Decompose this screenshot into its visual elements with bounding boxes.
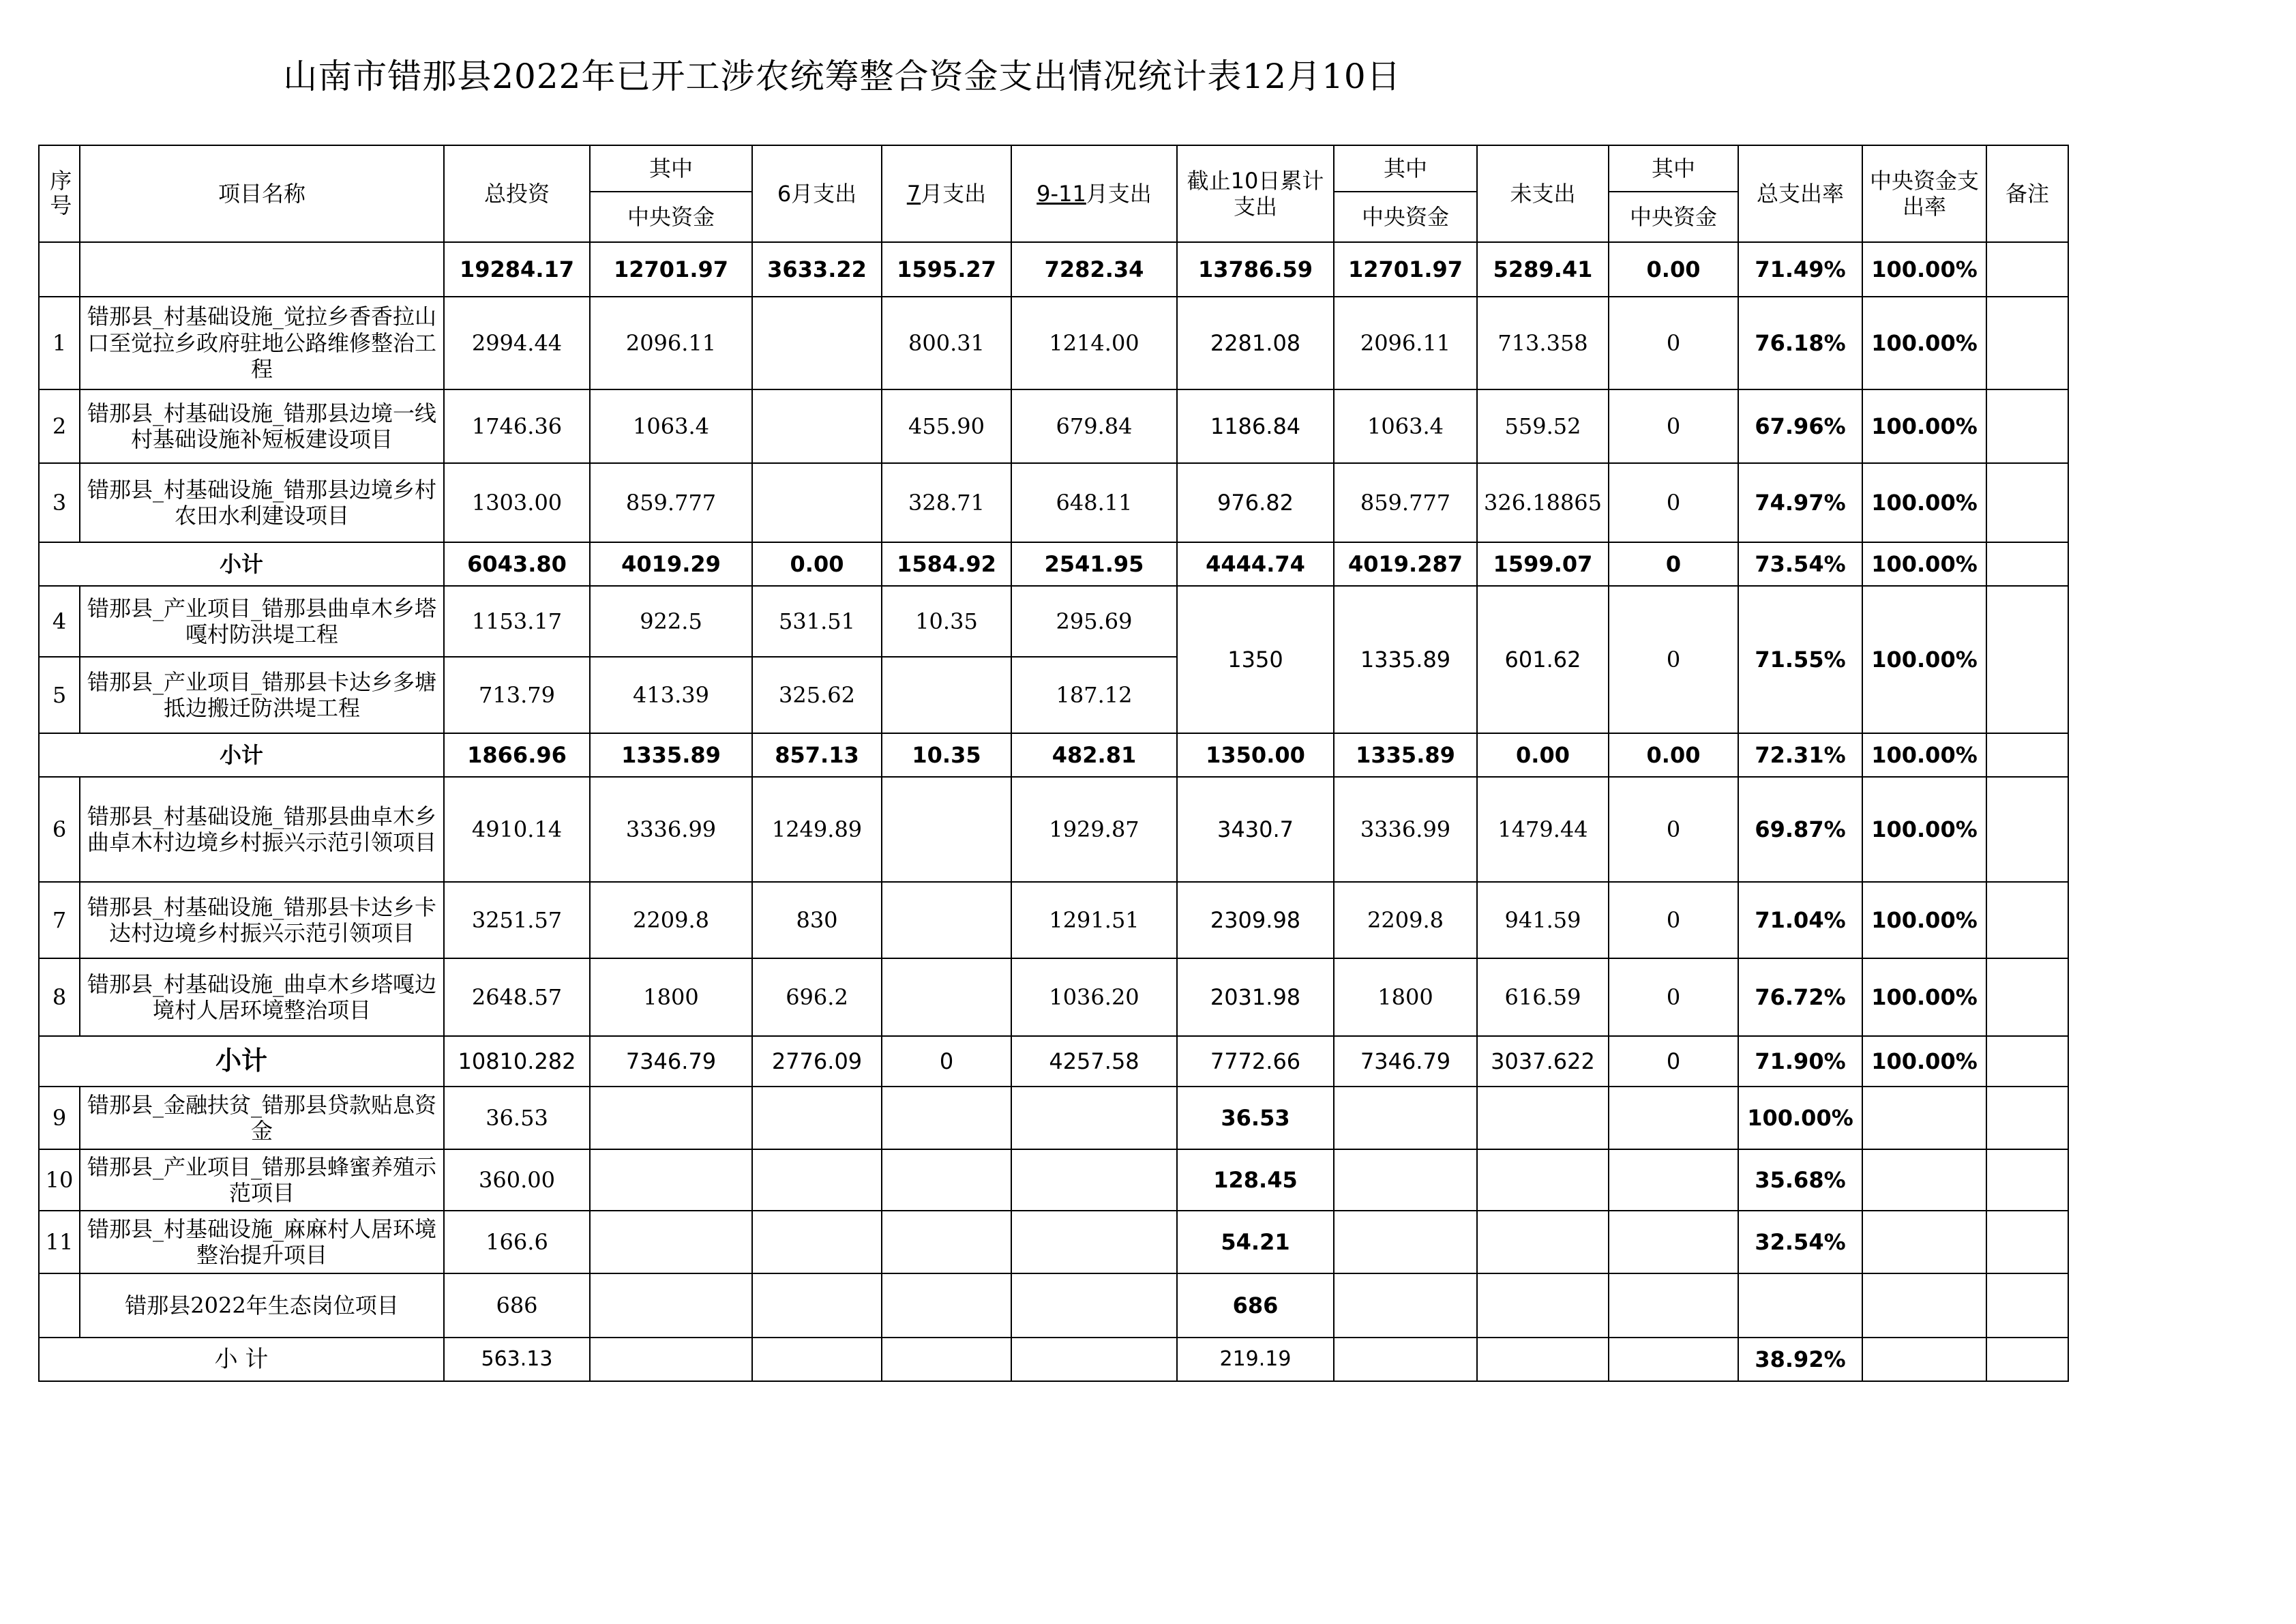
- row-seq: 5: [39, 657, 80, 733]
- row-central: [590, 1087, 752, 1149]
- subtotal-unspent: 0.00: [1477, 733, 1609, 777]
- row-unspent-central: [1609, 1149, 1738, 1211]
- subtotal-central: 1335.89: [590, 733, 752, 777]
- row-unspent: 713.358: [1477, 297, 1609, 389]
- row-project-name: 错那县_产业项目_错那县曲卓木乡塔嘎村防洪堤工程: [80, 586, 444, 657]
- row-jun: 1249.89: [752, 777, 882, 882]
- totals-cell: 12701.97: [1334, 242, 1477, 297]
- row-cum-central: [1334, 1211, 1477, 1273]
- row-sepnov: 679.84: [1011, 389, 1177, 463]
- subtotal-label: 小计: [39, 733, 444, 777]
- row-sepnov: 1291.51: [1011, 882, 1177, 958]
- row-cum: 2281.08: [1177, 297, 1334, 389]
- header-central-fund: 中央资金: [590, 192, 752, 242]
- row-cum: 2031.98: [1177, 958, 1334, 1036]
- row-project-name: 错那县_产业项目_错那县卡达乡多塘抵边搬迁防洪堤工程: [80, 657, 444, 733]
- row-central: 413.39: [590, 657, 752, 733]
- row-central: 1800: [590, 958, 752, 1036]
- row-project-name: 错那县_村基础设施_麻麻村人居环境整治提升项目: [80, 1211, 444, 1273]
- table-row: [39, 1087, 2068, 1149]
- row-rate: 100.00%: [1738, 1087, 1862, 1149]
- header-of-which: 其中: [590, 145, 752, 192]
- subtotal-jul: 0: [882, 1036, 1011, 1087]
- row-cum-central: 3336.99: [1334, 777, 1477, 882]
- row-unspent: [1477, 1149, 1609, 1211]
- row-seq: 7: [39, 882, 80, 958]
- header-central-fund-2: 中央资金: [1334, 192, 1477, 242]
- row-cum-central: [1334, 1149, 1477, 1211]
- row-project-name: 错那县_产业项目_错那县蜂蜜养殖示范项目: [80, 1149, 444, 1211]
- row-seq: 6: [39, 777, 80, 882]
- row-central: 859.777: [590, 463, 752, 542]
- row-cum-central: [1334, 1087, 1477, 1149]
- row-central-rate: 100.00%: [1862, 389, 1986, 463]
- row-project-name: 错那县_村基础设施_错那县卡达乡卡达村边境乡村振兴示范引领项目: [80, 882, 444, 958]
- row-rate: 69.87%: [1738, 777, 1862, 882]
- row-jul: [882, 1087, 1011, 1149]
- subtotal-remark: [1986, 733, 2068, 777]
- row-central-rate: 100.00%: [1862, 882, 1986, 958]
- row-invest: 2994.44: [444, 297, 590, 389]
- row-rate: 71.04%: [1738, 882, 1862, 958]
- row-cum-central: 859.777: [1334, 463, 1477, 542]
- row-jul: 10.35: [882, 586, 1011, 657]
- subtotal-jul: 10.35: [882, 733, 1011, 777]
- row-sepnov: [1011, 1211, 1177, 1273]
- row-remark: [1986, 958, 2068, 1036]
- row-sepnov: 295.69: [1011, 586, 1177, 657]
- subtotal-label: 小 计: [39, 1338, 444, 1381]
- header-remark: 备注: [1986, 145, 2068, 242]
- row-remark: [1986, 1087, 2068, 1149]
- row-jun: 830: [752, 882, 882, 958]
- row-cum: 128.45: [1177, 1149, 1334, 1211]
- subtotal-jun: 857.13: [752, 733, 882, 777]
- header-jul-spend: [882, 145, 1011, 242]
- subtotal-cum: 4444.74: [1177, 542, 1334, 586]
- subtotal-unspent-central: 0: [1609, 542, 1738, 586]
- subtotal-invest: 1866.96: [444, 733, 590, 777]
- row-rate: 74.97%: [1738, 463, 1862, 542]
- subtotal-invest: 563.13: [444, 1338, 590, 1381]
- row-remark: [1986, 1211, 2068, 1273]
- row-invest: 686: [444, 1273, 590, 1338]
- header-row-1: [39, 145, 2068, 192]
- row-invest: 166.6: [444, 1211, 590, 1273]
- row-cum: 1186.84: [1177, 389, 1334, 463]
- row-central: 2209.8: [590, 882, 752, 958]
- row-invest: 1153.17: [444, 586, 590, 657]
- row-remark: [1986, 389, 2068, 463]
- row-project-name: 错那县_村基础设施_错那县边境一线村基础设施补短板建设项目: [80, 389, 444, 463]
- row-remark: [1986, 882, 2068, 958]
- header-total-rate: 总支出率: [1738, 145, 1862, 242]
- row-central: [590, 1211, 752, 1273]
- table-row: [39, 389, 2068, 463]
- row-seq: 2: [39, 389, 80, 463]
- totals-cell: 5289.41: [1477, 242, 1609, 297]
- row-rate: 32.54%: [1738, 1211, 1862, 1273]
- header-sepnov-month: 9-11: [1037, 180, 1086, 207]
- row-sepnov: [1011, 1087, 1177, 1149]
- row-unspent: [1477, 1087, 1609, 1149]
- merged-rate: 71.55%: [1738, 586, 1862, 733]
- totals-blank: [1986, 242, 2068, 297]
- row-remark: [1986, 463, 2068, 542]
- subtotal-jun: 0.00: [752, 542, 882, 586]
- row-central: 922.5: [590, 586, 752, 657]
- row-jun: [752, 297, 882, 389]
- totals-cell: 1595.27: [882, 242, 1011, 297]
- subtotal-cum-central: 7346.79: [1334, 1036, 1477, 1087]
- row-rate: 35.68%: [1738, 1149, 1862, 1211]
- row-sepnov: [1011, 1149, 1177, 1211]
- subtotal-unspent: 1599.07: [1477, 542, 1609, 586]
- merged-remark: [1986, 586, 2068, 733]
- subtotal-central-rate: [1862, 1338, 1986, 1381]
- row-seq: 8: [39, 958, 80, 1036]
- subtotal-rate: 72.31%: [1738, 733, 1862, 777]
- row-invest: 2648.57: [444, 958, 590, 1036]
- row-unspent: 616.59: [1477, 958, 1609, 1036]
- row-invest: 36.53: [444, 1087, 590, 1149]
- subtotal-sepnov: 4257.58: [1011, 1036, 1177, 1087]
- row-unspent-central: 0: [1609, 777, 1738, 882]
- row-unspent-central: 0: [1609, 463, 1738, 542]
- subtotal-central: 4019.29: [590, 542, 752, 586]
- row-cum: 686: [1177, 1273, 1334, 1338]
- row-invest: 3251.57: [444, 882, 590, 958]
- row-invest: 4910.14: [444, 777, 590, 882]
- table-row: [39, 958, 2068, 1036]
- merged-unspent-central: 0: [1609, 586, 1738, 733]
- row-rate: 67.96%: [1738, 389, 1862, 463]
- row-central: [590, 1273, 752, 1338]
- subtotal-remark: [1986, 542, 2068, 586]
- subtotal-unspent-central: 0.00: [1609, 733, 1738, 777]
- subtotal-sepnov: 482.81: [1011, 733, 1177, 777]
- row-cum: 54.21: [1177, 1211, 1334, 1273]
- totals-blank: [39, 242, 80, 297]
- subtotal-rate: 38.92%: [1738, 1338, 1862, 1381]
- table-row: [39, 1273, 2068, 1338]
- merged-central-rate: 100.00%: [1862, 586, 1986, 733]
- row-unspent: 326.18865: [1477, 463, 1609, 542]
- subtotal-cum-central: 1335.89: [1334, 733, 1477, 777]
- table-row: [39, 1149, 2068, 1211]
- totals-row: [39, 242, 2068, 297]
- row-jun: [752, 463, 882, 542]
- totals-cell: 3633.22: [752, 242, 882, 297]
- totals-cell: 100.00%: [1862, 242, 1986, 297]
- row-central: [590, 1149, 752, 1211]
- totals-cell: 13786.59: [1177, 242, 1334, 297]
- row-seq: 9: [39, 1087, 80, 1149]
- row-project-name: 错那县_村基础设施_错那县曲卓木乡曲卓木村边境乡村振兴示范引领项目: [80, 777, 444, 882]
- totals-cell: 12701.97: [590, 242, 752, 297]
- row-unspent: 941.59: [1477, 882, 1609, 958]
- row-cum-central: 1063.4: [1334, 389, 1477, 463]
- row-jul: 455.90: [882, 389, 1011, 463]
- row-unspent: 1479.44: [1477, 777, 1609, 882]
- subtotal-unspent-central: [1609, 1338, 1738, 1381]
- table-row: [39, 882, 2068, 958]
- row-central-rate: [1862, 1211, 1986, 1273]
- row-central-rate: [1862, 1273, 1986, 1338]
- row-jul: [882, 1211, 1011, 1273]
- row-remark: [1986, 297, 2068, 389]
- subtotal-remark: [1986, 1036, 2068, 1087]
- row-cum-central: 2096.11: [1334, 297, 1477, 389]
- subtotal-cum: 1350.00: [1177, 733, 1334, 777]
- row-unspent-central: [1609, 1211, 1738, 1273]
- row-seq: 3: [39, 463, 80, 542]
- row-rate: 76.18%: [1738, 297, 1862, 389]
- row-cum-central: [1334, 1273, 1477, 1338]
- row-jun: [752, 1087, 882, 1149]
- row-jul: [882, 882, 1011, 958]
- row-jul: [882, 777, 1011, 882]
- row-invest: 1303.00: [444, 463, 590, 542]
- subtotal-remark: [1986, 1338, 2068, 1381]
- row-sepnov: [1011, 1273, 1177, 1338]
- header-name: 项目名称: [80, 145, 444, 242]
- row-invest: 360.00: [444, 1149, 590, 1211]
- header-total-invest: 总投资: [444, 145, 590, 242]
- subtotal-label: 小计: [39, 542, 444, 586]
- row-remark: [1986, 777, 2068, 882]
- subtotal-row: [39, 733, 2068, 777]
- subtotal-jul: [882, 1338, 1011, 1381]
- subtotal-invest: 6043.80: [444, 542, 590, 586]
- row-central-rate: 100.00%: [1862, 958, 1986, 1036]
- table-row: [39, 777, 2068, 882]
- row-central-rate: 100.00%: [1862, 777, 1986, 882]
- row-seq: 10: [39, 1149, 80, 1211]
- subtotal-unspent-central: 0: [1609, 1036, 1738, 1087]
- row-invest: 1746.36: [444, 389, 590, 463]
- row-seq: [39, 1273, 80, 1338]
- row-central: 2096.11: [590, 297, 752, 389]
- totals-cell: 7282.34: [1011, 242, 1177, 297]
- row-jun: 531.51: [752, 586, 882, 657]
- subtotal-label: 小计: [39, 1036, 444, 1087]
- header-of-which-2: 其中: [1334, 145, 1477, 192]
- row-seq: 11: [39, 1211, 80, 1273]
- header-sepnov-spend: [1011, 145, 1177, 242]
- subtotal-jul: 1584.92: [882, 542, 1011, 586]
- row-jun: 325.62: [752, 657, 882, 733]
- header-jul-rest: 月支出: [921, 180, 987, 207]
- row-jul: [882, 958, 1011, 1036]
- merged-cum-central: 1335.89: [1334, 586, 1477, 733]
- subtotal-central-rate: 100.00%: [1862, 1036, 1986, 1087]
- subtotal-row: [39, 542, 2068, 586]
- row-jul: 328.71: [882, 463, 1011, 542]
- row-sepnov: 1929.87: [1011, 777, 1177, 882]
- row-central: 3336.99: [590, 777, 752, 882]
- header-jun-spend: 6月支出: [752, 145, 882, 242]
- row-jun: [752, 1211, 882, 1273]
- table-row: [39, 586, 2068, 657]
- totals-cell: 71.49%: [1738, 242, 1862, 297]
- row-seq: 4: [39, 586, 80, 657]
- totals-blank: [80, 242, 444, 297]
- header-cum-spend: 截止10日累计支出: [1177, 145, 1334, 242]
- header-seq: 序号: [39, 145, 80, 242]
- row-project-name: 错那县_村基础设施_曲卓木乡塔嘎边境村人居环境整治项目: [80, 958, 444, 1036]
- row-unspent-central: 0: [1609, 297, 1738, 389]
- row-unspent-central: [1609, 1273, 1738, 1338]
- subtotal-central-rate: 100.00%: [1862, 542, 1986, 586]
- statistics-table: [38, 145, 2069, 1382]
- row-jul: [882, 1149, 1011, 1211]
- row-central-rate: 100.00%: [1862, 297, 1986, 389]
- row-cum-central: 1800: [1334, 958, 1477, 1036]
- table-row: [39, 1211, 2068, 1273]
- header-central-rate: 中央资金支出率: [1862, 145, 1986, 242]
- row-project-name: 错那县_金融扶贫_错那县贷款贴息资金: [80, 1087, 444, 1149]
- row-sepnov: 1036.20: [1011, 958, 1177, 1036]
- subtotal-sepnov: 2541.95: [1011, 542, 1177, 586]
- row-cum-central: 2209.8: [1334, 882, 1477, 958]
- row-cum: 3430.7: [1177, 777, 1334, 882]
- subtotal-central: [590, 1338, 752, 1381]
- row-jul: [882, 657, 1011, 733]
- row-remark: [1986, 1149, 2068, 1211]
- row-jun: [752, 389, 882, 463]
- row-unspent-central: [1609, 1087, 1738, 1149]
- row-unspent: [1477, 1273, 1609, 1338]
- row-cum: 36.53: [1177, 1087, 1334, 1149]
- merged-cum: 1350: [1177, 586, 1334, 733]
- subtotal-jun: [752, 1338, 882, 1381]
- page-title: 山南市错那县2022年已开工涉农统筹整合资金支出情况统计表12月10日: [283, 57, 1401, 96]
- header-of-which-3: 其中: [1609, 145, 1738, 192]
- subtotal-central-rate: 100.00%: [1862, 733, 1986, 777]
- row-unspent-central: 0: [1609, 958, 1738, 1036]
- header-central-fund-3: 中央资金: [1609, 192, 1738, 242]
- subtotal-unspent: 3037.622: [1477, 1036, 1609, 1087]
- subtotal-central: 7346.79: [590, 1036, 752, 1087]
- row-invest: 713.79: [444, 657, 590, 733]
- subtotal-cum-central: 4019.287: [1334, 542, 1477, 586]
- row-unspent-central: 0: [1609, 882, 1738, 958]
- row-jul: 800.31: [882, 297, 1011, 389]
- row-remark: [1986, 1273, 2068, 1338]
- subtotal-unspent: [1477, 1338, 1609, 1381]
- row-unspent-central: 0: [1609, 389, 1738, 463]
- subtotal-sepnov: [1011, 1338, 1177, 1381]
- row-central-rate: [1862, 1149, 1986, 1211]
- subtotal-invest: 10810.282: [444, 1036, 590, 1087]
- table-row: [39, 297, 2068, 389]
- totals-cell: 19284.17: [444, 242, 590, 297]
- merged-unspent: 601.62: [1477, 586, 1609, 733]
- row-jun: [752, 1273, 882, 1338]
- totals-cell: 0.00: [1609, 242, 1738, 297]
- subtotal-rate: 73.54%: [1738, 542, 1862, 586]
- row-seq: 1: [39, 297, 80, 389]
- row-central: 1063.4: [590, 389, 752, 463]
- subtotal-jun: 2776.09: [752, 1036, 882, 1087]
- row-rate: [1738, 1273, 1862, 1338]
- subtotal-cum: 7772.66: [1177, 1036, 1334, 1087]
- row-rate: 76.72%: [1738, 958, 1862, 1036]
- header-sepnov-rest: 月支出: [1086, 180, 1152, 207]
- subtotal-row: [39, 1036, 2068, 1087]
- row-project-name: 错那县_村基础设施_觉拉乡香香拉山口至觉拉乡政府驻地公路维修整治工程: [80, 297, 444, 389]
- row-jun: [752, 1149, 882, 1211]
- header-unspent: 未支出: [1477, 145, 1609, 242]
- row-central-rate: [1862, 1087, 1986, 1149]
- row-central-rate: 100.00%: [1862, 463, 1986, 542]
- subtotal-rate: 71.90%: [1738, 1036, 1862, 1087]
- row-jun: 696.2: [752, 958, 882, 1036]
- header-jul-month: 7: [906, 180, 921, 207]
- row-unspent: 559.52: [1477, 389, 1609, 463]
- subtotal-cum-central: [1334, 1338, 1477, 1381]
- row-sepnov: 648.11: [1011, 463, 1177, 542]
- table-row: [39, 463, 2068, 542]
- row-cum: 2309.98: [1177, 882, 1334, 958]
- row-cum: 976.82: [1177, 463, 1334, 542]
- row-sepnov: 1214.00: [1011, 297, 1177, 389]
- row-sepnov: 187.12: [1011, 657, 1177, 733]
- row-project-name: 错那县_村基础设施_错那县边境乡村农田水利建设项目: [80, 463, 444, 542]
- row-project-name: 错那县2022年生态岗位项目: [80, 1273, 444, 1338]
- subtotal-row: [39, 1338, 2068, 1381]
- subtotal-cum: 219.19: [1177, 1338, 1334, 1381]
- row-jul: [882, 1273, 1011, 1338]
- row-unspent: [1477, 1211, 1609, 1273]
